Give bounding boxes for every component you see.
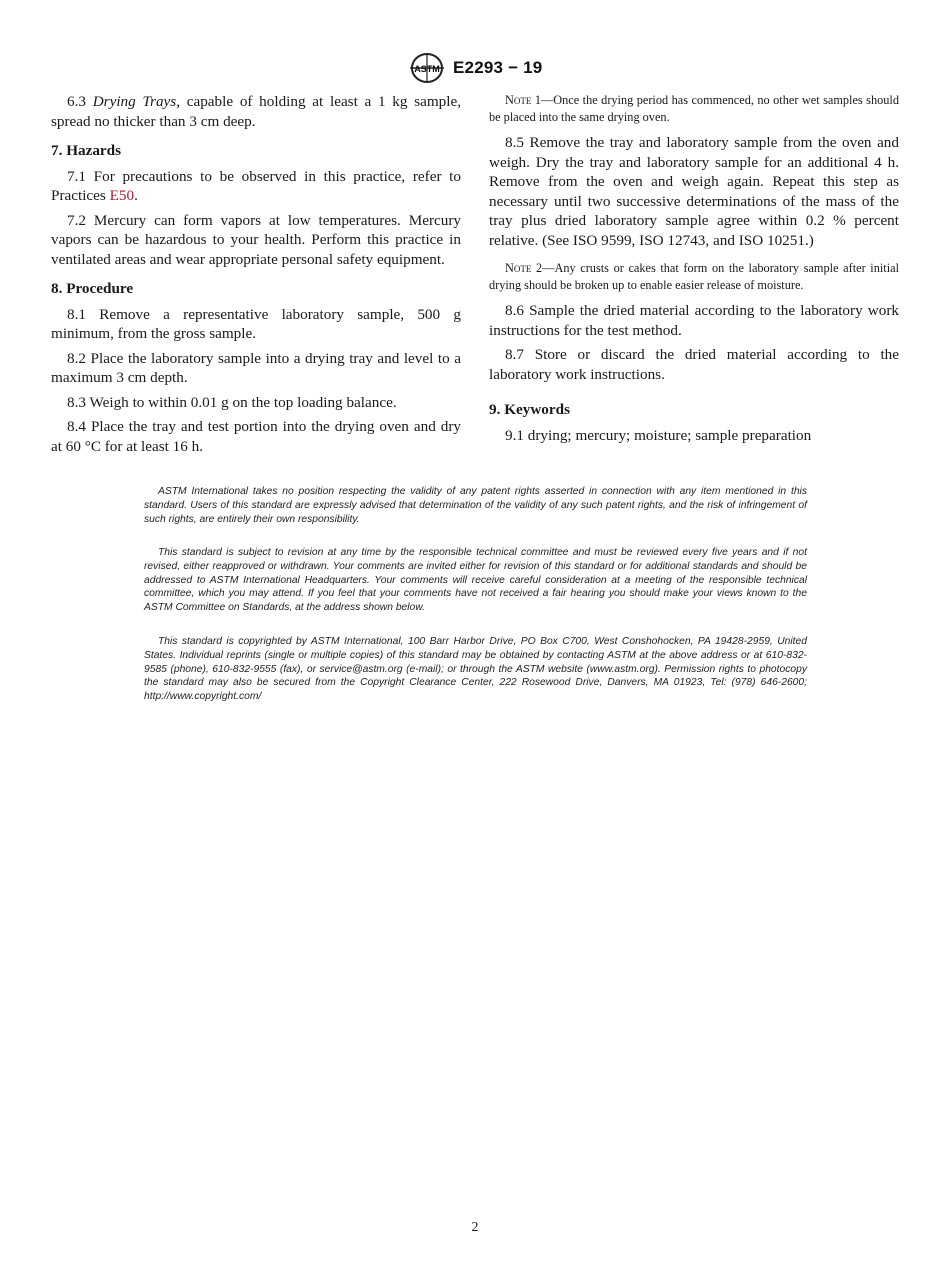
document-designation: E2293 − 19 [453, 58, 543, 77]
section-8-6: 8.6 Sample the dried material according to the laboratory work instructions for the test method. [489, 302, 899, 339]
left-column [51, 92, 461, 461]
section-6-3: 6.3 Drying Trays, capable of holding at least a 1 kg sample, spread no thicker than 3 cm deep. [51, 93, 462, 130]
section-8-5: 8.5 Remove the tray and laboratory sample from the oven and weigh. Dry the tray and laboratory sample for an additional 4 h. Remove from the oven and weigh again. Repeat this step as necessary until two successive determinations of the mass of the tray plus dried laboratory sample agree within 0.2 % percent relative. (See ISO 9599, ISO 12743, and ISO 10251.) [489, 134, 899, 249]
footer-revision-notice: This standard is subject to revision at any time by the responsible technical committee and must be reviewed every five years and if not revised, either reapproved or withdrawn. Your comments are invited either for revision of this standard or for additional standards and should be addressed to ASTM International Headquarters. Your comments will receive careful consideration at a meeting of the responsible technical committee, which you may attend. If you feel that your comments have not received a fair hearing you should make your views known to the ASTM Committee on Standards, at the address shown below. [144, 547, 807, 614]
logo-text: ASTM [414, 64, 440, 74]
section-7-1: 7.1 For precautions to be observed in this practice, refer to Practices E50. [51, 167, 461, 204]
page-header [0, 52, 950, 84]
section-8-1: 8.1 Remove a representative laboratory sample, 500 g minimum, from the gross sample. [51, 305, 461, 342]
e50-link[interactable]: E50 [109, 187, 135, 204]
section-8-4: 8.4 Place the tray and test portion into the drying oven and dry at 60 °C for at least 16 h. [51, 418, 461, 455]
footer-copyright-notice: This standard is copyrighted by ASTM International, 100 Barr Harbor Drive, PO Box C700, West Conshohocken, PA 19428-2959, United States. Individual reprints (single or multiple copies) of this standard may be obtained by contacting ASTM at the above address or at 610-832-9585 (phone), 610-832-9555 (fax), or service@astm.org (e-mail); or through the ASTM website (www.astm.org). Permission rights to photocopy the standard may also be secured from the Copyright Clearance Center, 222 Rosewood Drive, Danvers, MA 01923, Tel: (978) 646-2600; http://www.copyright.com/ [144, 636, 807, 703]
section-8-heading: 8. Procedure [51, 280, 134, 297]
page-number: 2 [471, 1220, 479, 1235]
section-8-3: 8.3 Weigh to within 0.01 g on the top loading balance. [67, 393, 397, 411]
section-7-heading: 7. Hazards [51, 142, 122, 159]
section-9-1: 9.1 drying; mercury; moisture; sample preparation [505, 426, 812, 444]
section-7-2: 7.2 Mercury can form vapors at low temperatures. Mercury vapors can be hazardous to your health. Perform this practice in ventilated areas and wear appropriate personal safety equipment. [51, 211, 461, 268]
note-2: Note 2—Any crusts or cakes that form on the laboratory sample after initial drying should be broken up to enable easier release of moisture. [489, 261, 899, 292]
section-8-7: 8.7 Store or discard the dried material according to the laboratory work instructions. [489, 346, 899, 383]
astm-logo-icon [408, 52, 446, 84]
footer-patent-notice: ASTM International takes no position respecting the validity of any patent rights asserted in connection with any item mentioned in this standard. Users of this standard are expressly advised that determination of the validity of any such patent rights, and the risk of infringement of such rights, are entirely their own responsibility. [144, 486, 807, 525]
section-9-heading: 9. Keywords [489, 401, 570, 418]
right-column [489, 92, 899, 450]
section-8-2: 8.2 Place the laboratory sample into a drying tray and level to a maximum 3 cm depth. [51, 349, 461, 386]
note-1: Note 1—Once the drying period has commenced, no other wet samples should be placed into the same drying oven. [489, 93, 899, 124]
